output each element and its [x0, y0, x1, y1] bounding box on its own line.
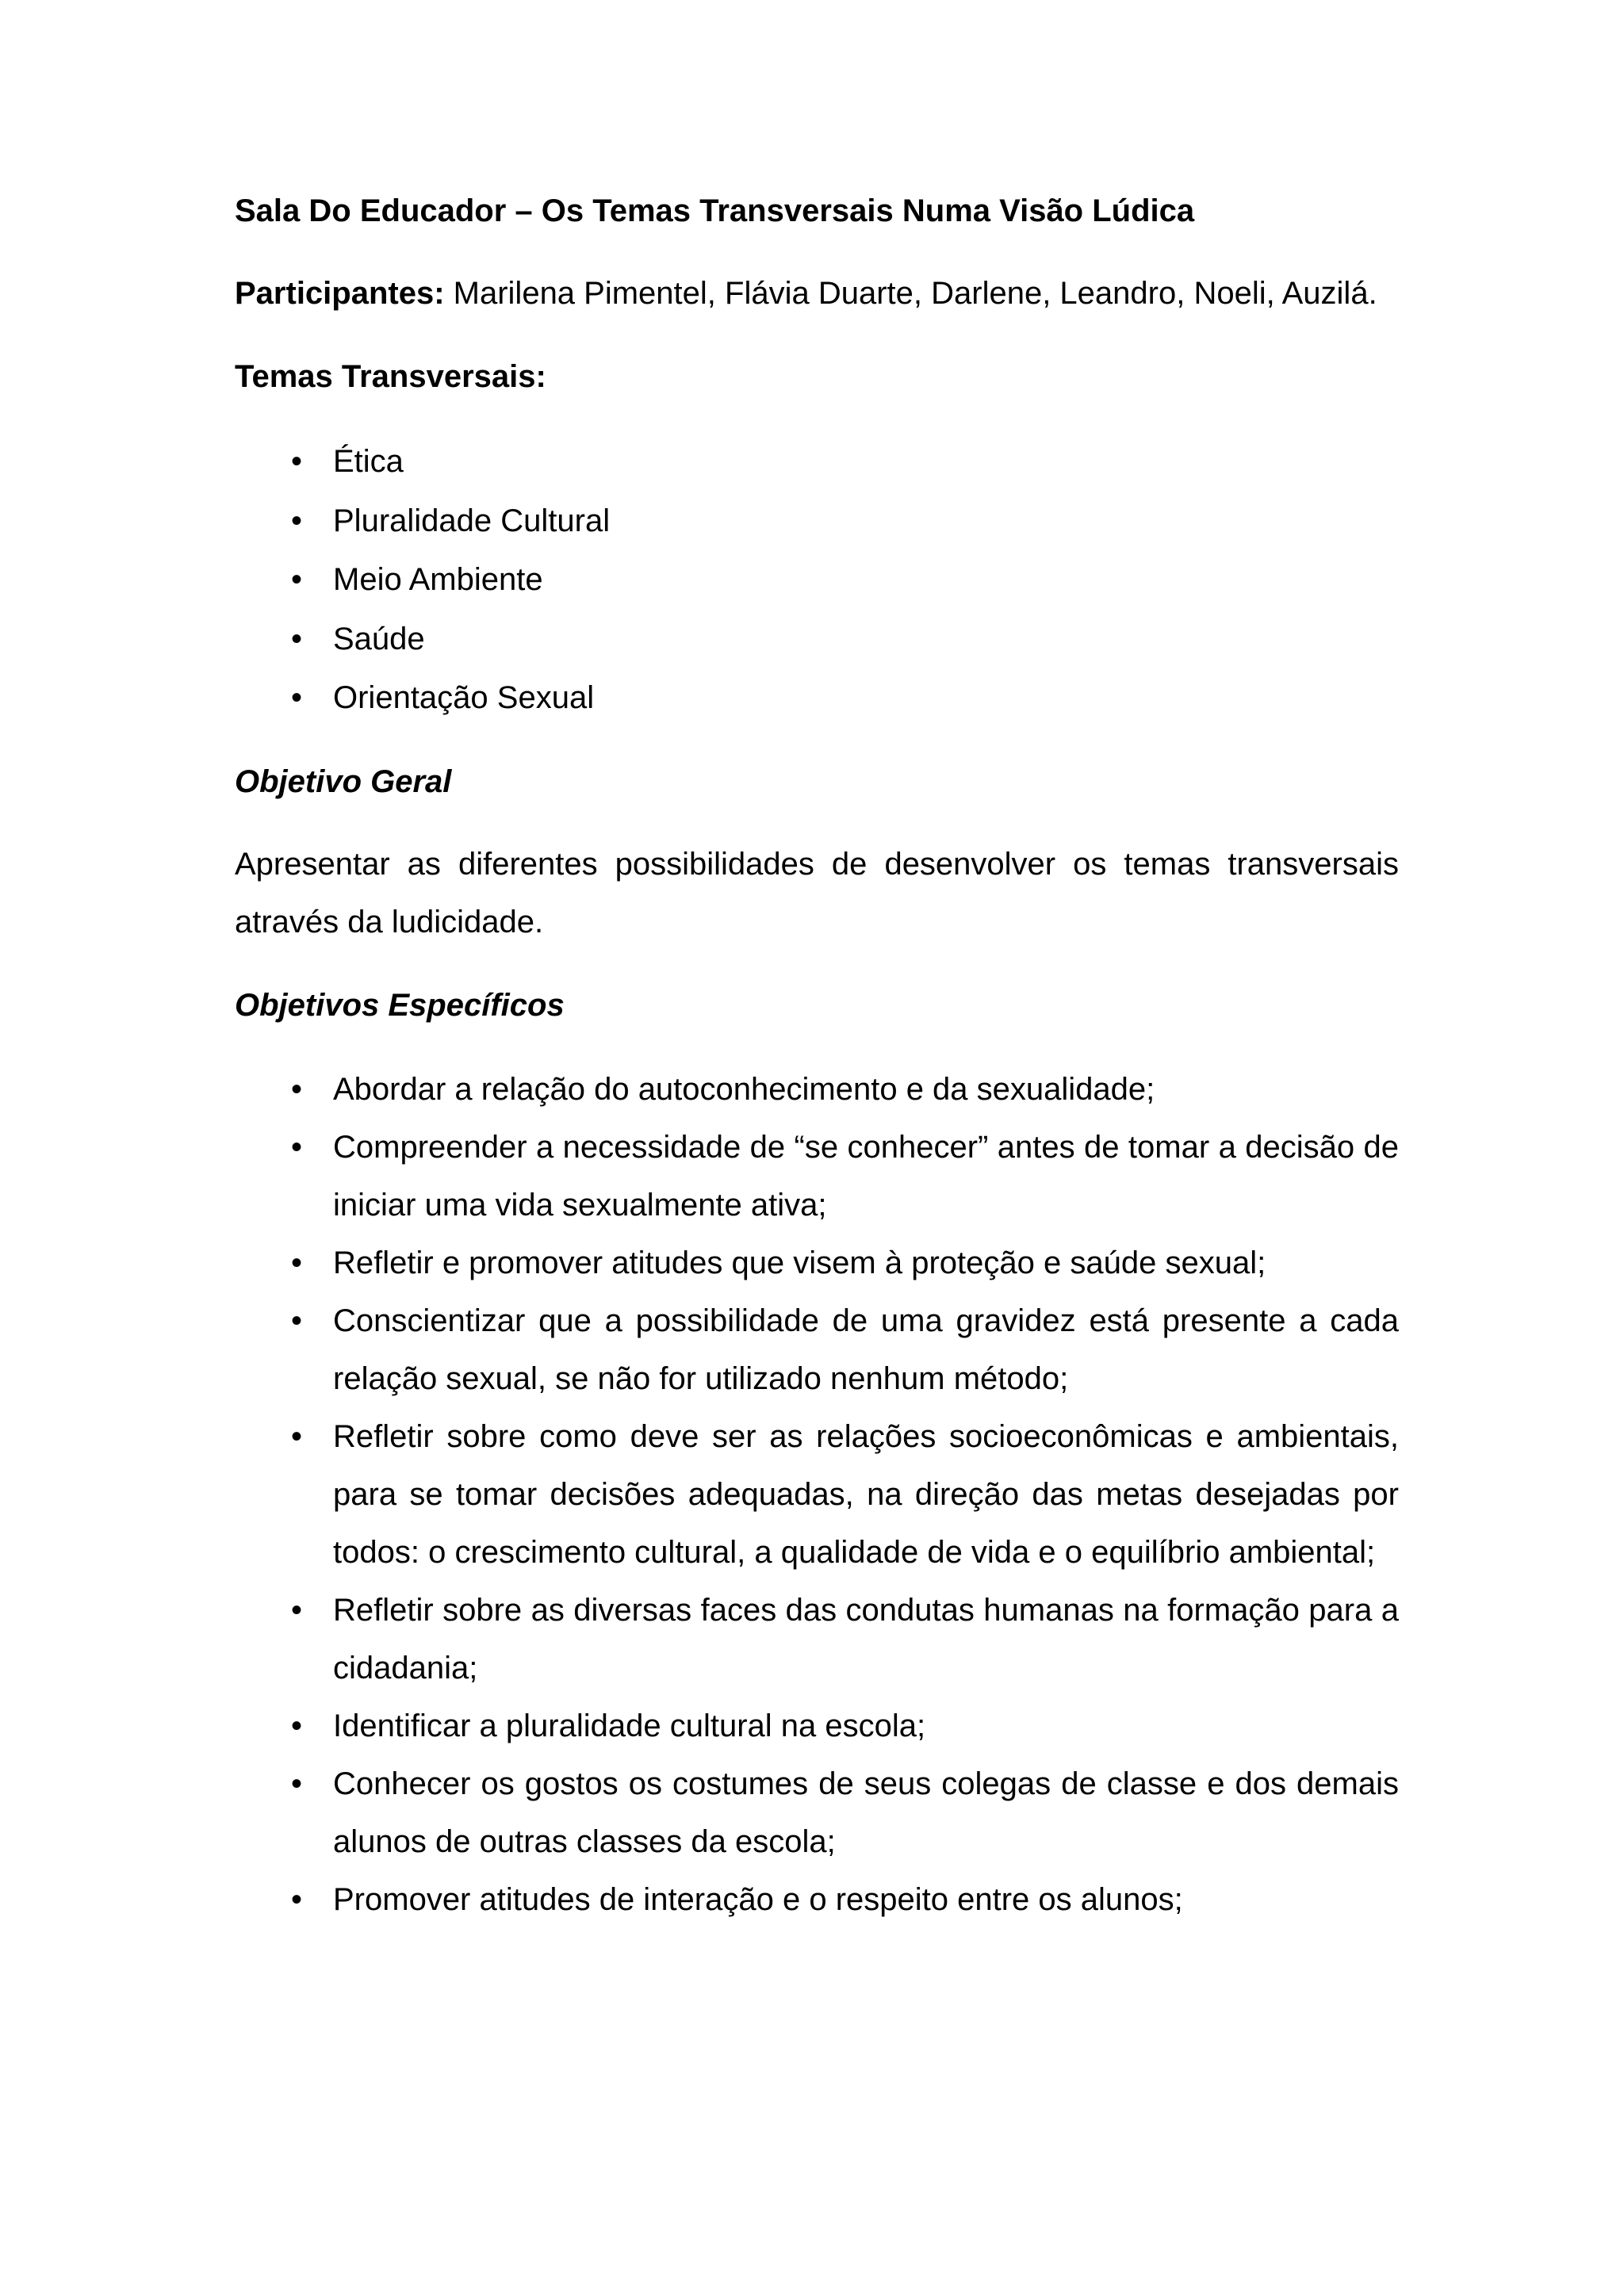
- temas-heading: Temas Transversais:: [235, 359, 546, 394]
- bullet-icon: •: [290, 562, 302, 597]
- list-item: [235, 550, 1399, 610]
- objetivos-especificos-heading: Objetivos Específicos: [235, 987, 565, 1023]
- bullet-icon: •: [290, 1245, 302, 1280]
- list-item-text: Orientação Sexual: [333, 680, 595, 715]
- list-item-text: Identificar a pluralidade cultural na escola;: [333, 1708, 926, 1743]
- bullet-icon: •: [290, 1071, 302, 1107]
- list-item-text: Refletir e promover atitudes que visem à proteção e saúde sexual;: [333, 1245, 1266, 1280]
- bullet-icon: •: [290, 1881, 302, 1917]
- bullet-icon: •: [290, 444, 302, 479]
- bullet-icon: •: [290, 1303, 302, 1338]
- bullet-icon: •: [290, 1766, 302, 1801]
- list-item-text: Promover atitudes de interação e o respeito entre os alunos;: [333, 1881, 1183, 1917]
- bullet-icon: •: [290, 503, 302, 538]
- list-item: [235, 432, 1399, 492]
- list-item: [235, 1755, 1399, 1871]
- temas-list: [235, 432, 1399, 728]
- list-item: [235, 492, 1399, 551]
- bullet-icon: •: [290, 680, 302, 715]
- objetivo-geral-text: Apresentar as diferentes possibilidades de desenvolver os temas transversais através da ludicidade.: [235, 846, 1399, 939]
- document-page: [235, 182, 1399, 1929]
- document-title: Sala Do Educador – Os Temas Transversais Numa Visão Lúdica: [235, 193, 1195, 228]
- list-item-text: Compreender a necessidade de “se conhecer” antes de tomar a decisão de iniciar uma vida sexualmente ativa;: [333, 1129, 1399, 1223]
- list-item: [235, 1061, 1399, 1119]
- bullet-icon: •: [290, 1129, 302, 1165]
- participants-text: Marilena Pimentel, Flávia Duarte, Darlene, Leandro, Noeli, Auzilá.: [453, 276, 1377, 311]
- bullet-icon: •: [290, 1418, 302, 1454]
- participants-paragraph: [235, 265, 1399, 323]
- list-item: [235, 1697, 1399, 1755]
- list-item-text: Saúde: [333, 621, 425, 656]
- list-item: [235, 1234, 1399, 1292]
- list-item: [235, 668, 1399, 728]
- list-item-text: Meio Ambiente: [333, 562, 543, 597]
- participants-label: Participantes:: [235, 276, 445, 311]
- list-item-text: Ética: [333, 444, 404, 479]
- list-item-text: Conscientizar que a possibilidade de uma gravidez está presente a cada relação sexual, se não for utilizado nenhum método;: [333, 1303, 1399, 1396]
- list-item-text: Refletir sobre como deve ser as relações socioeconômicas e ambientais, para se tomar decisões adequadas, na direção das metas desejadas por todos: o crescimento cultural, a qualidade de vida e o equilíbrio ambiental;: [333, 1418, 1399, 1570]
- list-item-text: Pluralidade Cultural: [333, 503, 611, 538]
- list-item: [235, 610, 1399, 669]
- list-item: [235, 1292, 1399, 1408]
- list-item-text: Abordar a relação do autoconhecimento e da sexualidade;: [333, 1071, 1155, 1107]
- bullet-icon: •: [290, 621, 302, 656]
- objetivos-especificos-list: [235, 1061, 1399, 1929]
- list-item-text: Conhecer os gostos os costumes de seus colegas de classe e dos demais alunos de outras classes da escola;: [333, 1766, 1399, 1859]
- list-item: [235, 1408, 1399, 1582]
- list-item: [235, 1871, 1399, 1929]
- list-item-text: Refletir sobre as diversas faces das condutas humanas na formação para a cidadania;: [333, 1592, 1399, 1686]
- bullet-icon: •: [290, 1708, 302, 1743]
- list-item: [235, 1119, 1399, 1234]
- objetivo-geral-heading: Objetivo Geral: [235, 763, 452, 799]
- list-item: [235, 1582, 1399, 1697]
- bullet-icon: •: [290, 1592, 302, 1628]
